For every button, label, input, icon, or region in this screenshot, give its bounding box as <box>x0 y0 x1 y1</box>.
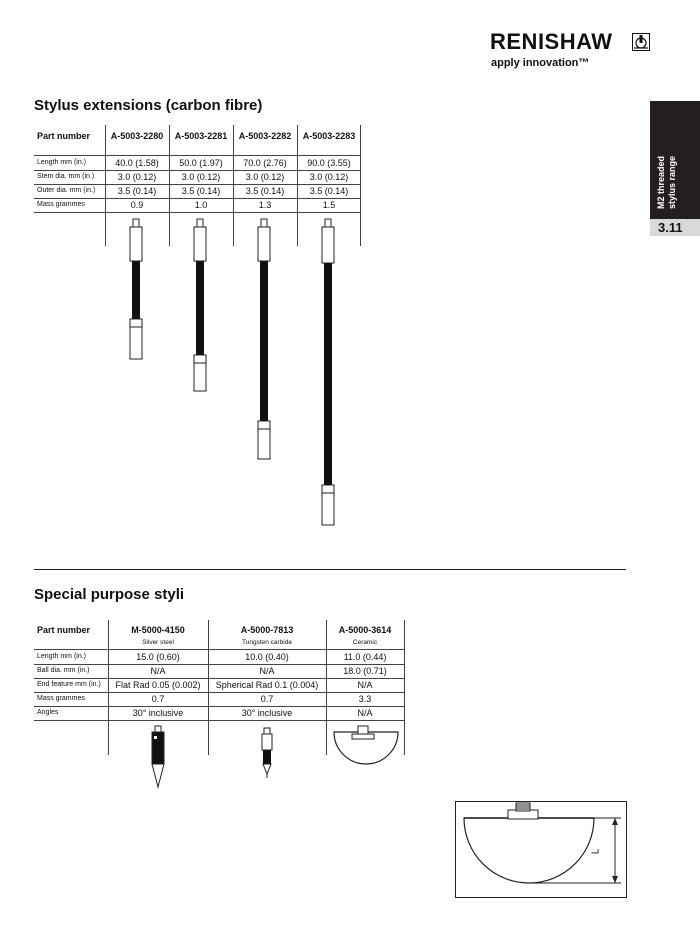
column-header: A-5003-2281 <box>174 131 228 141</box>
table-cell: Flat Rad 0.05 (0.002) <box>115 680 201 690</box>
part-number-label: Part number <box>37 625 91 635</box>
column-material: Tungsten carbide <box>242 639 292 646</box>
table-cell: N/A <box>259 666 275 676</box>
table-cell: 3.5 (0.14) <box>245 186 285 196</box>
table-cell: 0.7 <box>151 694 165 704</box>
table-cell: 40.0 (1.58) <box>115 158 159 168</box>
column-header: A-5003-2282 <box>238 131 292 141</box>
column-material: Ceramic <box>352 639 378 646</box>
extension-illustrations <box>100 215 360 530</box>
side-tab-line1: M2 threaded <box>656 155 666 209</box>
table-cell: 11.0 (0.44) <box>343 652 387 662</box>
table-cell: 3.5 (0.14) <box>309 186 349 196</box>
table-rule <box>34 212 360 213</box>
page-number: 3.11 <box>650 219 700 236</box>
table-cell: 3.0 (0.12) <box>117 172 157 182</box>
brand-tagline: apply innovation™ <box>491 57 590 69</box>
table-cell: 3.0 (0.12) <box>245 172 285 182</box>
table-cell: 1.0 <box>194 200 208 210</box>
table-cell: 3.3 <box>358 694 372 704</box>
table-cell: 90.0 (3.55) <box>307 158 351 168</box>
extension-90mm-illustration <box>322 219 334 525</box>
column-header: A-5000-7813 <box>240 625 294 635</box>
table-cell: 50.0 (1.97) <box>179 158 223 168</box>
dimension-diagram <box>455 801 627 898</box>
table-cell: 1.5 <box>322 200 336 210</box>
column-header: M-5000-4150 <box>131 625 185 635</box>
table-cell: 3.5 (0.14) <box>181 186 221 196</box>
column-header: A-5003-2283 <box>302 131 356 141</box>
row-label: Angles <box>37 709 59 716</box>
table-rule <box>34 720 405 721</box>
logo-mark-icon <box>632 33 650 51</box>
silver-steel-cone-stylus-illustration <box>152 726 164 787</box>
table-cell: 0.9 <box>130 200 144 210</box>
table-rule <box>360 125 361 246</box>
table-cell: Spherical Rad 0.1 (0.004) <box>215 680 319 690</box>
column-header: A-5003-2280 <box>110 131 164 141</box>
table-cell: 30° inclusive <box>132 708 184 718</box>
table-cell: 3.0 (0.12) <box>309 172 349 182</box>
table-rule <box>34 649 405 650</box>
row-label: Length mm (in.) <box>37 653 87 660</box>
table-cell: 15.0 (0.60) <box>136 652 180 662</box>
row-label: Ball dia. mm (in.) <box>37 667 90 674</box>
section-title-special-styli: Special purpose styli <box>34 586 185 603</box>
row-label: Length mm (in.) <box>37 159 87 166</box>
section-divider <box>34 569 626 570</box>
dimension-label: L <box>590 848 602 855</box>
row-label: End feature mm (in.) <box>37 681 101 688</box>
row-label: Stem dia. mm (in.) <box>37 173 95 180</box>
table-cell: 18.0 (0.71) <box>343 666 387 676</box>
table-cell: 3.0 (0.12) <box>181 172 221 182</box>
table-cell: N/A <box>150 666 166 676</box>
table-cell: N/A <box>357 680 373 690</box>
section-side-tab <box>650 101 700 219</box>
extension-50mm-illustration <box>194 219 206 391</box>
row-label: Outer dia. mm (in.) <box>37 187 96 194</box>
table-cell: 30° inclusive <box>241 708 293 718</box>
table-cell: 1.3 <box>258 200 272 210</box>
part-number-label: Part number <box>37 131 91 141</box>
table-cell: 10.0 (0.40) <box>245 652 289 662</box>
table-cell: 0.7 <box>260 694 274 704</box>
extension-40mm-illustration <box>130 219 142 359</box>
ceramic-hemisphere-stylus-illustration <box>334 726 398 764</box>
tungsten-carbide-stylus-illustration <box>262 728 272 778</box>
row-label: Mass grammes <box>37 695 85 702</box>
extension-70mm-illustration <box>258 219 270 459</box>
table-cell: 70.0 (2.76) <box>243 158 287 168</box>
side-tab-line2: stylus range <box>667 155 677 209</box>
special-styli-illustrations <box>140 724 410 792</box>
brand-logo: RENISHAW <box>490 29 613 54</box>
table-rule <box>34 155 360 156</box>
column-material: Silver steel <box>142 639 174 646</box>
section-title-extensions: Stylus extensions (carbon fibre) <box>34 97 263 114</box>
table-cell: N/A <box>357 708 373 718</box>
table-rule <box>108 620 109 755</box>
row-label: Mass grammes <box>37 201 85 208</box>
table-cell: 3.5 (0.14) <box>117 186 157 196</box>
column-header: A-5000-3614 <box>338 625 392 635</box>
